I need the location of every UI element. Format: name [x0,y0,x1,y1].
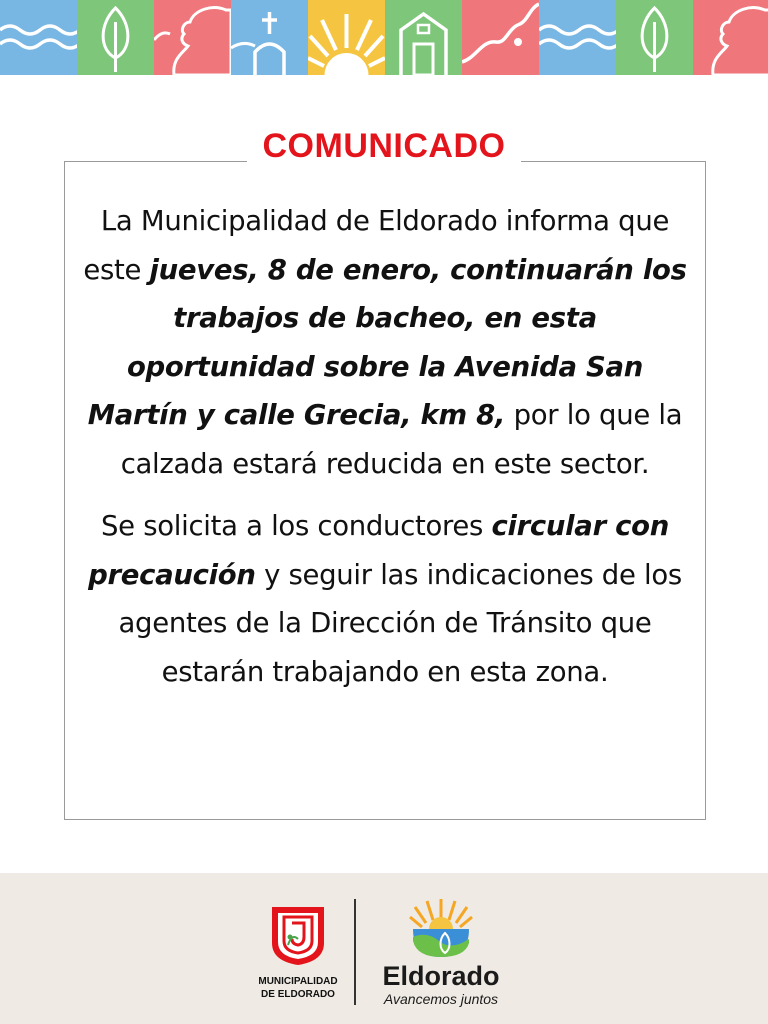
notice-emphasis: jueves, 8 de enero, continuarán los trabajos de bacheo, en esta oportunidad sobre la Avenida San Martín y calle Grecia, km 8, [87,253,687,431]
notice-paragraph [80,502,690,696]
footer-divider [354,899,356,1005]
river-icon [539,0,616,75]
sun-icon [308,0,385,75]
notice-title-wrap [0,124,768,168]
municipality-logo [250,903,346,1013]
brand-name: Eldorado [382,961,500,991]
footer [0,873,768,1024]
decorative-banner [0,0,768,75]
eldorado-brand-logo [366,897,516,1012]
church-icon [231,0,308,75]
tree-icon [616,0,693,75]
notice-paragraph [80,197,690,488]
notice-text: por lo que la calzada estará reducida en este sector. [120,399,683,480]
map-icon [462,0,539,75]
municipality-name [250,975,346,1001]
brand-tagline: Avancemos juntos [383,991,499,1007]
eldorado-emblem-icon [409,897,473,959]
notice-emphasis: circular con precaución [88,510,669,591]
building-icon [385,0,462,75]
face-profile-icon [154,0,231,75]
notice-body [80,197,690,696]
municipality-shield-icon [268,903,328,967]
municipality-name-line1: MUNICIPALIDAD [258,976,338,987]
tree-icon [77,0,154,75]
face-profile-icon [693,0,768,75]
notice-text: Se solicita a los conductores [101,510,492,542]
municipality-name-line2: DE ELDORADO [261,989,335,1000]
river-icon [0,0,77,75]
notice-title: COMUNICADO [247,124,522,168]
notice-text: y seguir las indicaciones de los agentes de la Dirección de Tránsito que estarán trabajando en esta zona. [118,558,682,688]
notice-text: La Municipalidad de Eldorado informa que este [83,205,670,286]
